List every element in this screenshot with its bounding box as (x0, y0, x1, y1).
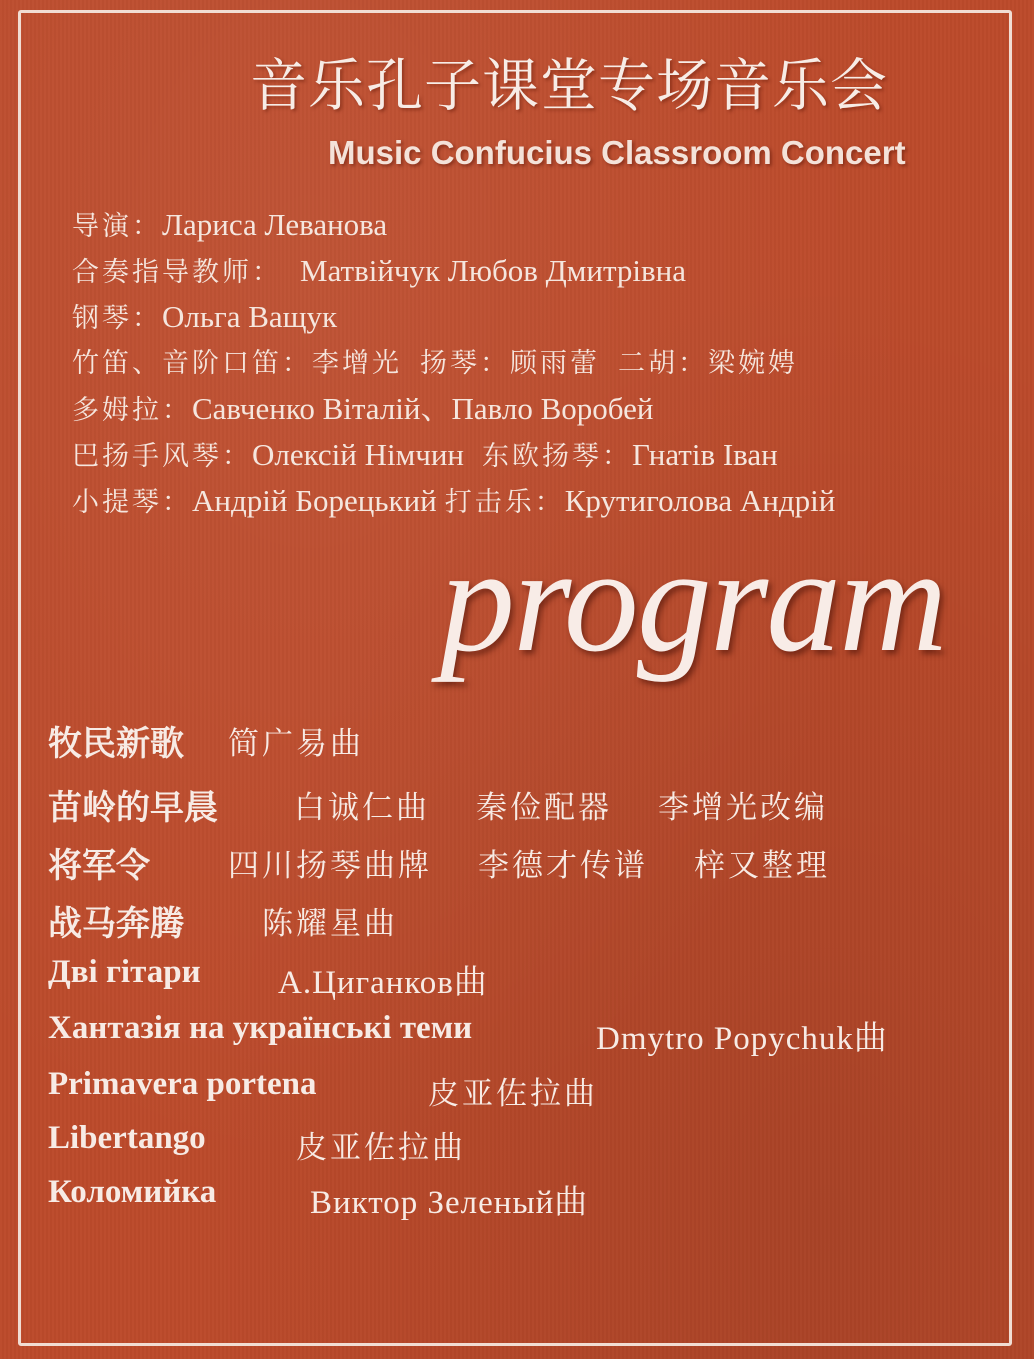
piece-credits (596, 1012, 934, 1059)
piece-title: Primavera portena (48, 1066, 317, 1102)
piece-credit: 四川扬琴曲牌 (228, 848, 432, 884)
piece-credits (278, 956, 534, 1003)
program-item (48, 1010, 888, 1057)
credit-director (72, 202, 1012, 248)
piece-credit: Dmytro Popychuk曲 (596, 1021, 888, 1057)
credit-names: 顾雨蕾 (510, 348, 600, 379)
piece-credit: 陈耀星曲 (262, 906, 398, 942)
program-item (48, 896, 398, 945)
piece-credits (294, 782, 874, 827)
credit-label: 二胡： (618, 348, 708, 379)
credit-label: 合奏指导教师： (72, 257, 282, 288)
credit-flute-yangqin-erhu (72, 340, 1012, 386)
credit-label: 导演： (72, 211, 162, 242)
credit-bayan-cimbalom (72, 432, 1012, 478)
credit-names: 李增光 (312, 348, 402, 379)
piece-credit: 皮亚佐拉曲 (428, 1076, 598, 1112)
piece-credit: 梓又整理 (694, 848, 830, 884)
piece-credit: Виктор Зеленый曲 (310, 1185, 589, 1221)
credit-names: 梁婉娉 (708, 348, 798, 379)
piece-credits (428, 1068, 644, 1113)
credit-names: Лариса Леванова (162, 207, 388, 242)
piece-credits (228, 840, 876, 885)
piece-title: 苗岭的早晨 (48, 788, 218, 828)
credit-names: Матвійчук Любов Дмитрівна (300, 253, 687, 288)
credit-names: Олексій Німчин (252, 437, 465, 472)
credit-names: Крутиголова Андрій (564, 483, 836, 518)
piece-credit: 李增光改编 (658, 790, 828, 826)
credit-domra (72, 386, 1012, 432)
piece-title: Libertango (48, 1120, 206, 1156)
piece-title: Хантазія на українські теми (48, 1010, 473, 1046)
piece-credit: 简广易曲 (228, 726, 364, 762)
piece-credit: А.Циганков曲 (278, 965, 488, 1001)
credit-label: 扬琴： (420, 348, 510, 379)
credit-label: 竹笛、音阶口笛： (72, 348, 312, 379)
credit-names: Савченко Віталій、Павло Воробей (192, 391, 654, 426)
program-heading: program (440, 517, 946, 683)
piece-title: 将军令 (48, 846, 150, 886)
piece-credit: 李德才传谱 (478, 848, 648, 884)
credit-label: 钢琴： (72, 303, 162, 334)
program-item (48, 838, 830, 887)
credit-label: 东欧扬琴： (482, 441, 633, 472)
credit-label: 小提琴： (72, 487, 192, 518)
credit-ensemble-teacher (72, 248, 1012, 294)
piece-title: 牧民新歌 (48, 724, 184, 764)
piece-credit: 白诚仁曲 (294, 790, 430, 826)
performer-credits (72, 202, 1012, 524)
credit-label: 多姆拉： (72, 395, 192, 426)
credit-piano (72, 294, 1012, 340)
credit-names: Ольга Ващук (162, 299, 338, 334)
credit-names: Андрій Борецький (192, 483, 437, 518)
program-item (48, 1066, 598, 1112)
piece-title: Коломийка (48, 1174, 217, 1210)
credit-label: 打击乐： (444, 487, 565, 518)
program-item (48, 716, 364, 765)
piece-credit: 秦俭配器 (476, 790, 612, 826)
piece-credits (262, 898, 444, 943)
program-item (48, 1120, 466, 1166)
program-item (48, 780, 828, 829)
piece-credits (296, 1122, 512, 1167)
piece-title: 战马奔腾 (48, 904, 184, 944)
poster-title-chinese: 音乐孔子课堂专场音乐会 (250, 53, 888, 119)
program-item (48, 954, 488, 1001)
credit-names: Гнатів Іван (632, 437, 778, 472)
piece-credit: 皮亚佐拉曲 (296, 1130, 466, 1166)
credit-label: 巴扬手风琴： (72, 441, 252, 472)
poster-title-english: Music Confucius Classroom Concert (328, 134, 906, 171)
piece-title: Дві гітари (48, 954, 201, 990)
piece-credits (310, 1176, 634, 1223)
piece-credits (228, 718, 410, 763)
program-item (48, 1174, 589, 1221)
